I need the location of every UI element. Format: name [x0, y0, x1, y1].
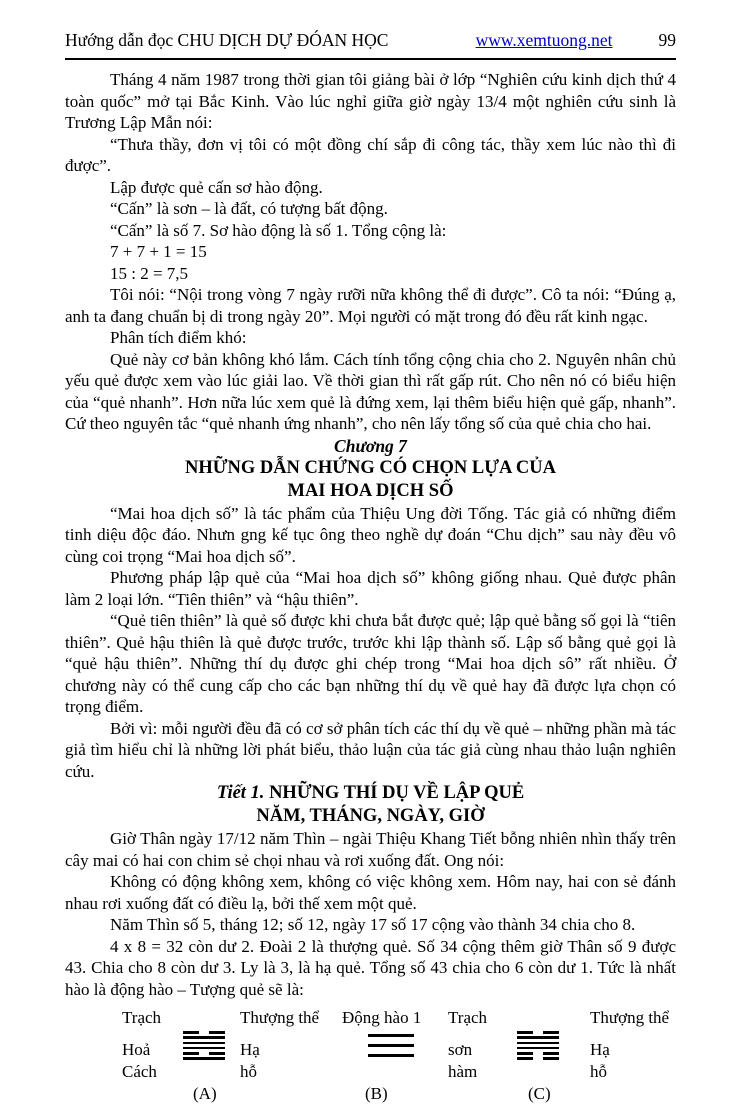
paragraph: “Mai hoa dịch số” là tác phẩm của Thiệu Ung đời Tống. Tác giả có những điểm tinh diệu độc đáo. Nhưn gng kế tục ông theo nghề dự đoán “Chu dịch” sau này đều vô cùng coi trọng “Mai hoa dịch số”. — [65, 503, 676, 566]
hexagram-diagram — [65, 1004, 676, 1108]
paragraph: 4 x 8 = 32 còn dư 2. Đoài 2 là thượng quẻ. Số 34 cộng thêm giờ Thân số 9 được 43. Chia cho 8 còn dư 3. Ly là 3, là hạ quẻ. Tổng số 43 chia cho 6 còn dư 1. Tức là nhất hào là động hào – Tượng quẻ sẽ là: — [65, 936, 676, 999]
page-header — [65, 30, 676, 51]
heading: NĂM, THÁNG, NGÀY, GIỜ — [256, 806, 485, 826]
hexagram-a-label-hoa: Hoả — [122, 1040, 151, 1059]
paragraph: Năm Thìn số 5, tháng 12; số 12, ngày 17 số 17 cộng vào thành 34 chia cho 8. — [110, 915, 636, 934]
hexagram-c-label-trach: Trạch — [448, 1008, 488, 1027]
yang-line — [183, 1057, 225, 1060]
yin-line — [517, 1031, 559, 1034]
yang-line — [368, 1044, 414, 1047]
paragraph: 7 + 7 + 1 = 15 — [110, 242, 207, 261]
paragraph: Bởi vì: mỗi người đều đã có cơ sở phân tích các thí dụ về quẻ – những phần mà tác giả tìm hiểu chỉ là những lời phát biểu, thảo luận của tác giả cùng nhau thảo luận nghiên cứu. — [65, 718, 676, 781]
paragraph: 15 : 2 = 7,5 — [110, 263, 189, 283]
heading: MAI HOA DỊCH SỐ — [287, 480, 454, 501]
hexagram-b-caption: (B) — [365, 1084, 388, 1103]
yang-line — [368, 1054, 414, 1057]
section-heading — [65, 782, 676, 805]
hexagram-c — [517, 1031, 559, 1063]
paragraph: Quẻ này cơ bản không khó lắm. Cách tính tổng cộng chia cho 2. Nguyên nhân chủ yếu quẻ được xem vào lúc giải lao. Về thời gian thì rất gấp rút. Cho nên nó có biểu hiện của “quẻ nhanh”. Hơn nữa lúc xem quẻ là đứng xem, lại thêm biểu hiện quẻ gấp, nhanh”. Cứ theo nguyên tắc “quẻ nhanh ứng nhanh”, cho nên lấy tổng số của quẻ chia cho hai. — [65, 349, 676, 433]
hexagram-b-label-dong-hao: Động hào 1 — [342, 1008, 422, 1027]
yang-line — [183, 1036, 225, 1039]
website-link[interactable]: www.xemtuong.net — [475, 30, 613, 50]
hexagram-c-label-ha: Hạ — [590, 1040, 610, 1059]
hexagram-a-caption: (A) — [193, 1084, 217, 1103]
yang-line — [517, 1047, 559, 1050]
heading-part: NHỮNG THÍ DỤ VỀ LẬP QUẺ — [269, 783, 525, 803]
yang-line — [183, 1042, 225, 1045]
heading-part: Tiết 1. — [216, 783, 270, 803]
hexagram-c-label-thuong-the: Thượng thể — [590, 1008, 670, 1027]
heading: NHỮNG DẪN CHỨNG CÓ CHỌN LỰA CỦA — [184, 457, 556, 478]
yang-line — [517, 1036, 559, 1039]
yin-line — [183, 1052, 225, 1055]
hexagram-a-label-trach: Trạch — [122, 1008, 162, 1027]
page-number: 99 — [658, 30, 676, 50]
yang-line — [183, 1047, 225, 1050]
paragraph: Không có động không xem, không có việc không xem. Hôm nay, hai con sẻ đánh nhau rơi xuống đất có điều lạ, bởi thế xem một quẻ. — [65, 872, 676, 913]
paragraph: “Thưa thầy, đơn vị tôi có một đồng chí sắp đi công tác, thầy xem lúc nào thì đi được”. — [65, 134, 676, 175]
paragraph: “Cấn” là sơn – là đất, có tượng bất động. — [110, 199, 388, 218]
yin-line — [517, 1057, 559, 1060]
chapter-label: Chương 7 — [334, 435, 407, 456]
document-title: Hướng dẫn đọc CHU DỊCH DỰ ĐÓAN HỌC — [65, 30, 389, 50]
document-body — [65, 69, 676, 1000]
paragraph: Phân tích điểm khó: — [110, 328, 247, 347]
hexagram-a-label-thuong-the: Thượng thể — [240, 1008, 320, 1027]
header-rule — [65, 58, 676, 60]
hexagram-a — [183, 1031, 225, 1063]
paragraph: “Quẻ tiên thiên” là quẻ số được khi chưa bắt được quẻ; lập quẻ bằng số gọi là “tiên thiên”. Quẻ hậu thiên là quẻ được trước, trước khi lập thành số. Lập số bằng quẻ gọi là “quẻ hậu thiên”. Những thí dụ được ghi chép trong “Mai hoa dịch sô” rất nhiều. Ở chương này có thể cung cấp cho các bạn những thí dụ về quẻ hay đã được lựa chọn có trọng điểm. — [65, 611, 676, 716]
hexagram-a-label-ho: hỗ — [240, 1062, 257, 1081]
hexagram-a-label-cach: Cách — [122, 1062, 157, 1081]
hexagram-c-caption: (C) — [528, 1084, 551, 1103]
hexagram-c-label-ho: hỗ — [590, 1062, 607, 1081]
yin-line — [517, 1052, 559, 1055]
paragraph: Giờ Thân ngày 17/12 năm Thìn – ngài Thiệu Khang Tiết bỗng nhiên nhìn thấy trên cây mai có hai con chim sẻ chọi nhau và rơi xuống đất. Ong nói: — [65, 829, 676, 870]
paragraph: “Cấn” là số 7. Sơ hào động là số 1. Tổng cộng là: — [110, 220, 447, 240]
yang-line — [368, 1034, 414, 1037]
paragraph: Tháng 4 năm 1987 trong thời gian tôi giảng bài ở lớp “Nghiên cứu kinh dịch thứ 4 toàn quốc” mở tại Bắc Kinh. Vào lúc nghỉ giữa giờ ngày 13/4 một nghiên cứu sinh là Trương Lập Mẫn nói: — [65, 70, 676, 132]
paragraph: Tôi nói: “Nội trong vòng 7 ngày rưỡi nữa không thể đi được”. Cô ta nói: “Đúng ạ, anh ta đang chuẩn bị di trong ngày 20”. Mọi người có mặt trong đó đều rất kinh ngạc. — [65, 285, 676, 326]
yang-line — [517, 1042, 559, 1045]
hexagram-c-label-son: sơn — [448, 1040, 473, 1059]
hexagram-b — [368, 1034, 414, 1064]
paragraph: Lập được quẻ cấn sơ hào động. — [110, 177, 323, 197]
yin-line — [183, 1031, 225, 1034]
hexagram-a-label-ha: Hạ — [240, 1040, 260, 1059]
paragraph: Phương pháp lập quẻ của “Mai hoa dịch số” không giống nhau. Quẻ được phân làm 2 loại lớn. “Tiên thiên” và “hậu thiên”. — [65, 568, 676, 609]
hexagram-c-label-ham: hàm — [448, 1062, 478, 1081]
